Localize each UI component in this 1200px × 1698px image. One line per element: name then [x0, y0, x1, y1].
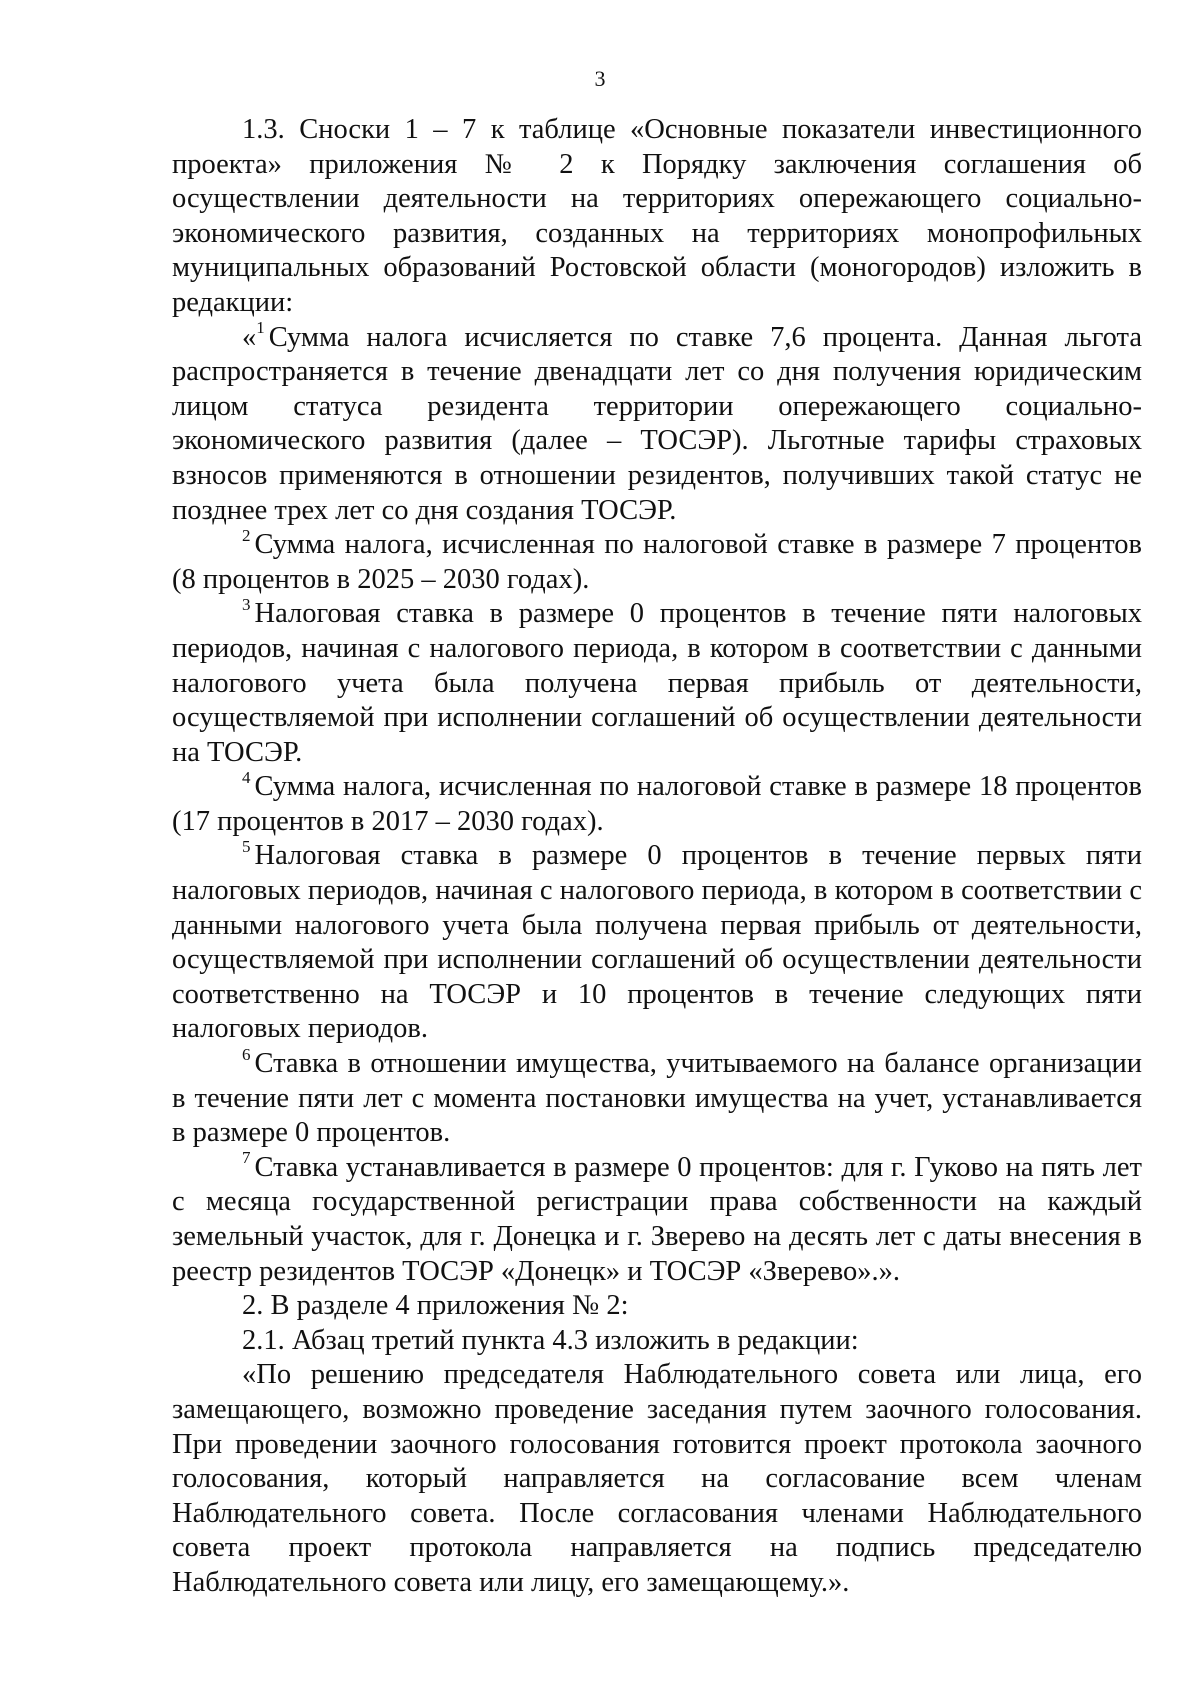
footnote-3-number: 3 — [242, 594, 251, 614]
footnote-6 — [172, 1044, 1142, 1151]
footnote-7 — [172, 1148, 1142, 1289]
footnote-4-text: Сумма налога, исчисленная по налоговой ставке в размере 18 процентов (17 процентов в 2017 – 2030 годах). — [172, 771, 1142, 837]
footnote-4 — [172, 767, 1142, 839]
paragraph-2-1: 2.1. Абзац третий пункта 4.3 изложить в редакции: — [242, 1324, 859, 1356]
footnote-4-number: 4 — [242, 767, 251, 787]
footnote-2-number: 2 — [242, 525, 251, 545]
footnote-5-text: Налоговая ставка в размере 0 процентов в течение первых пяти налоговых периодов, начиная с налогового периода, в котором в соответствии с данными налогового учета была получена первая прибыль от деятельности, осуществляемой при исполнении соглашений об осуществлении деятельности соответственно на ТОСЭР и 10 процентов в течение следующих пяти налоговых периодов. — [172, 840, 1142, 1045]
paragraph-1-3: 1.3. Сноски 1 – 7 к таблице «Основные показатели инвестиционного проекта» приложения № 2 к Порядку заключения соглашения об осуществлении деятельности на территориях опережающего социально-экономического развития, созданных на территориях монопрофильных муниципальных образований Ростовской области (моногородов) изложить в редакции: — [172, 114, 1142, 318]
footnote-6-text: Ставка в отношении имущества, учитываемого на балансе организации в течение пяти лет с момента постановки имущества на учет, устанавливается в размере 0 процентов. — [172, 1048, 1142, 1149]
footnote-3-text: Налоговая ставка в размере 0 процентов в течение пяти налоговых периодов, начиная с налогового периода, в котором в соответствии с данными налогового учета была получена первая прибыль от деятельности, осуществляемой при исполнении соглашений об осуществлении деятельности на ТОСЭР. — [172, 598, 1142, 768]
paragraph-quote-4-3: «По решению председателя Наблюдательного совета или лица, его замещающего, возможно проведение заседания путем заочного голосования. При проведении заочного голосования готовится проект протокола заочного голосования, который направляется на согласование всем членам Наблюдательного совета. После согласования членами Наблюдательного совета проект протокола направляется на подпись председателю Наблюдательного совета или лицу, его замещающему.». — [172, 1359, 1142, 1598]
footnote-1-quote: « — [242, 321, 257, 353]
footnote-3 — [172, 594, 1142, 770]
page-number: 3 — [594, 66, 606, 91]
document-body — [172, 113, 1142, 1601]
footnote-7-number: 7 — [242, 1148, 251, 1168]
footnote-2-text: Сумма налога, исчисленная по налоговой ставке в размере 7 процентов (8 процентов в 2025 – 2030 годах). — [172, 529, 1142, 595]
footnote-1-number: 1 — [256, 318, 265, 338]
footnote-5 — [172, 836, 1142, 1047]
footnote-1-text: Сумма налога исчисляется по ставке 7,6 процента. Данная льгота распространяется в течение двенадцати лет со дня получения юридическим лицом статуса резидента территории опережающего социально-экономического развития (далее – ТОСЭР). Льготные тарифы страховых взносов применяются в отношении резидентов, получивших такой статус не позднее трех лет со дня создания ТОСЭР. — [172, 321, 1142, 526]
paragraph-section-2: 2. В разделе 4 приложения № 2: — [242, 1290, 629, 1322]
footnote-2 — [172, 525, 1142, 597]
footnote-1 — [172, 318, 1142, 529]
footnote-7-text: Ставка устанавливается в размере 0 процентов: для г. Гуково на пять лет с месяца государственной регистрации права собственности на каждый земельный участок, для г. Донецка и г. Зверево на десять лет с даты внесения в реестр резидентов ТОСЭР «Донецк» и ТОСЭР «Зверево».». — [172, 1151, 1142, 1287]
footnote-5-number: 5 — [242, 836, 251, 856]
footnote-6-number: 6 — [242, 1044, 251, 1064]
